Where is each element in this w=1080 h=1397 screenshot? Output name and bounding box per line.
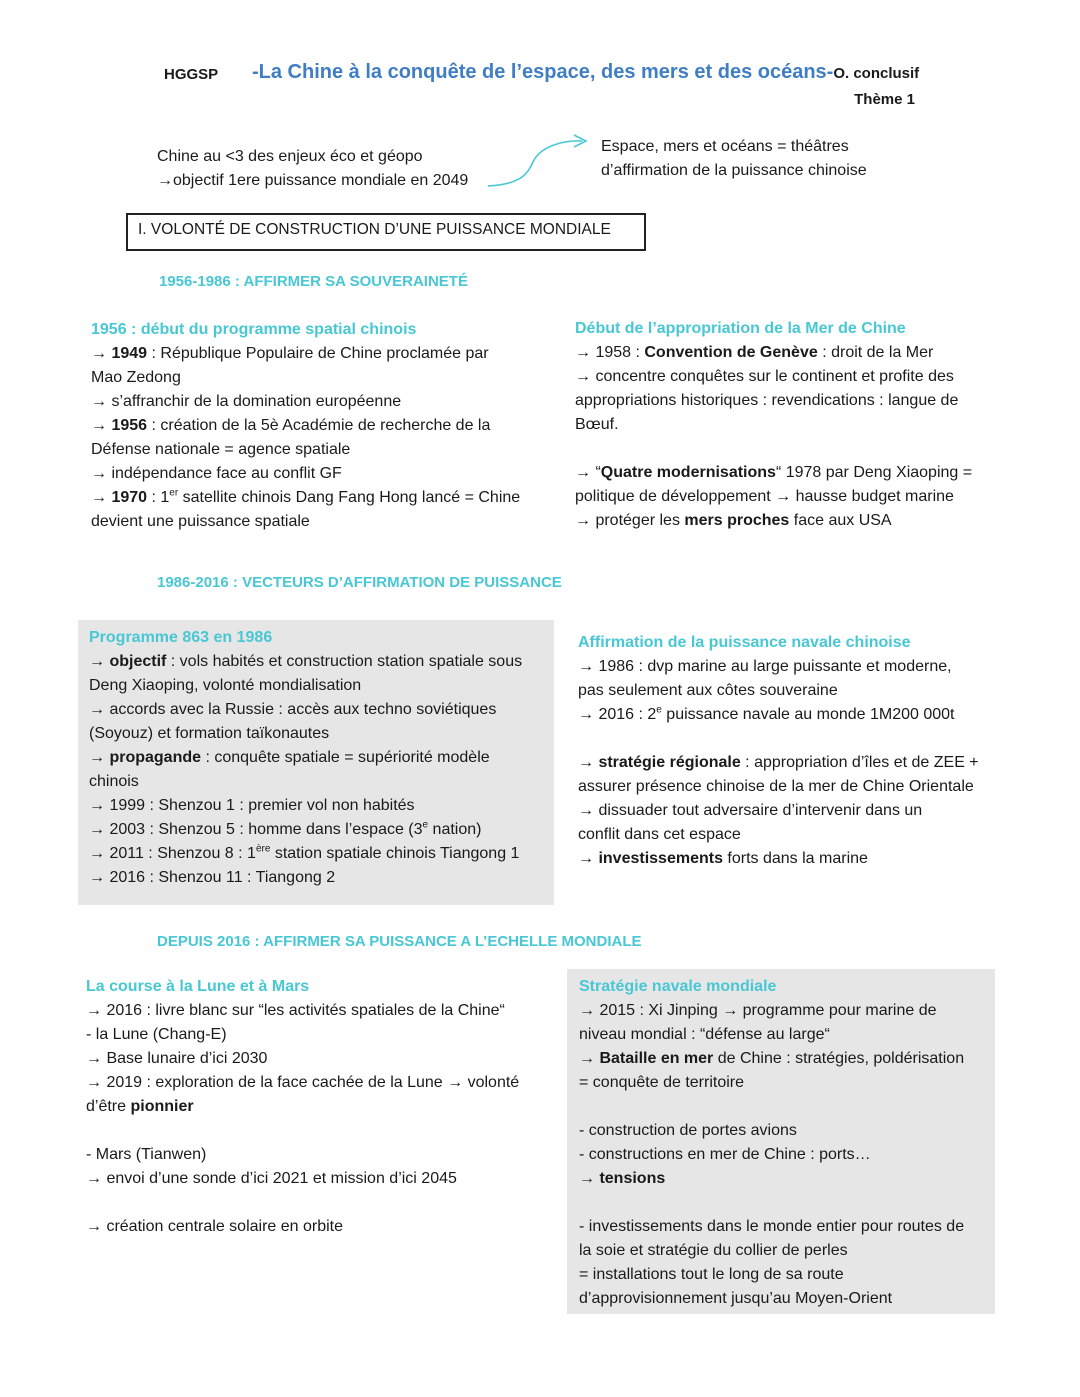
sec3-left-column xyxy=(86,975,556,1239)
list-item: → 2011 : Shenzou 8 : 1ère station spatiale chinois Tiangong 1 xyxy=(89,843,520,862)
list-item: Défense nationale = agence spatiale xyxy=(91,441,351,458)
list-item: → 2016 : Shenzou 11 : Tiangong 2 xyxy=(89,869,336,886)
list-item: → investissements forts dans la marine xyxy=(578,850,868,867)
list-item: d’approvisionnement jusqu’au Moyen-Orient xyxy=(579,1290,893,1307)
list-item: → 2003 : Shenzou 5 : homme dans l’espace (3e nation) xyxy=(89,819,482,838)
list-item: Deng Xiaoping, volonté mondialisation xyxy=(89,677,362,694)
theme-label: Thème 1 xyxy=(854,91,915,108)
list-item: → protéger les mers proches face aux USA xyxy=(575,512,892,529)
sec3-left-heading: La course à la Lune et à Mars xyxy=(86,978,310,995)
sec1-left-heading: 1956 : début du programme spatial chinois xyxy=(91,321,417,338)
list-item: → objectif : vols habités et construction station spatiale sous xyxy=(89,653,523,670)
page-title-main: -La Chine à la conquête de l’espace, des mers et des océans- xyxy=(252,61,834,83)
list-item: pas seulement aux côtes souveraine xyxy=(578,682,838,699)
list-item: → 2016 : 2e puissance navale au monde 1M200 000t xyxy=(578,704,955,723)
list-item: → Bataille en mer de Chine : stratégies, poldérisation xyxy=(579,1050,965,1067)
list-item: → dissuader tout adversaire d’intervenir dans un xyxy=(578,802,923,819)
list-item: → 1949 : République Populaire de Chine proclamée par xyxy=(91,345,489,362)
list-item: la soie et stratégie du collier de perles xyxy=(579,1242,848,1259)
list-item: → stratégie régionale : appropriation d’îles et de ZEE + xyxy=(578,754,979,771)
list-item: Bœuf. xyxy=(575,416,619,433)
intro-left xyxy=(157,145,468,193)
list-item: - investissements dans le monde entier pour routes de xyxy=(579,1218,965,1235)
list-item: → accords avec la Russie : accès aux techno soviétiques xyxy=(89,701,497,718)
sec2-right-column xyxy=(578,631,1008,871)
section-title-1986-2016: 1986-2016 : VECTEURS D’AFFIRMATION DE PUISSANCE xyxy=(157,574,562,591)
list-item: → 1970 : 1er satellite chinois Dang Fang Hong lancé = Chine xyxy=(91,487,521,506)
curved-arrow-icon xyxy=(484,132,596,192)
page-title xyxy=(252,61,919,84)
list-item: → 1999 : Shenzou 1 : premier vol non habités xyxy=(89,797,415,814)
list-item: → 1956 : création de la 5è Académie de recherche de la xyxy=(91,417,491,434)
sec2-left-column xyxy=(89,626,549,890)
list-item: → 2019 : exploration de la face cachée de la Lune → volonté xyxy=(86,1074,520,1091)
list-item: → Base lunaire d’ici 2030 xyxy=(86,1050,268,1067)
list-item: → “Quatre modernisations“ 1978 par Deng Xiaoping = xyxy=(575,464,973,481)
list-item: devient une puissance spatiale xyxy=(91,513,310,530)
part-title-box: I. VOLONTÉ DE CONSTRUCTION D’UNE PUISSANCE MONDIALE xyxy=(126,213,646,251)
list-item: → s’affranchir de la domination européenne xyxy=(91,393,402,410)
list-item: → 1958 : Convention de Genève : droit de la Mer xyxy=(575,344,934,361)
list-item: d’être pionnier xyxy=(86,1098,194,1115)
list-item: - Mars (Tianwen) xyxy=(86,1146,207,1163)
list-item: → concentre conquêtes sur le continent et profite des xyxy=(575,368,954,385)
sec1-left-column xyxy=(91,318,551,534)
list-item: - la Lune (Chang-E) xyxy=(86,1026,227,1043)
list-item: → 2016 : livre blanc sur “les activités spatiales de la Chine“ xyxy=(86,1002,505,1019)
sec2-left-heading: Programme 863 en 1986 xyxy=(89,629,273,646)
sec3-right-column xyxy=(579,975,991,1311)
sec2-right-heading: Affirmation de la puissance navale chinoise xyxy=(578,634,911,651)
list-item: (Soyouz) et formation taïkonautes xyxy=(89,725,330,742)
list-item: = conquête de territoire xyxy=(579,1074,744,1091)
list-item: = installations tout le long de sa route xyxy=(579,1266,844,1283)
list-item: niveau mondial : “défense au large“ xyxy=(579,1026,830,1043)
section-title-1956-1986: 1956-1986 : AFFIRMER SA SOUVERAINETÉ xyxy=(159,273,468,290)
list-item: chinois xyxy=(89,773,139,790)
page-title-tail: O. conclusif xyxy=(833,65,920,82)
list-item: → 2015 : Xi Jinping → programme pour marine de xyxy=(579,1002,937,1019)
intro-left-line2: →objectif 1ere puissance mondiale en 2049 xyxy=(157,172,469,189)
intro-right-line1: Espace, mers et océans = théâtres xyxy=(601,138,849,155)
subject-label: HGGSP xyxy=(164,66,219,83)
list-item: → propagande : conquête spatiale = supériorité modèle xyxy=(89,749,490,766)
list-item: → indépendance face au conflit GF xyxy=(91,465,342,482)
list-item: - construction de portes avions xyxy=(579,1122,797,1139)
list-item: → envoi d’une sonde d’ici 2021 et mission d’ici 2045 xyxy=(86,1170,457,1187)
section-title-depuis-2016: DEPUIS 2016 : AFFIRMER SA PUISSANCE A L’ECHELLE MONDIALE xyxy=(157,933,642,950)
list-item: Mao Zedong xyxy=(91,369,181,386)
sec1-right-column xyxy=(575,317,1005,533)
sec3-right-heading: Stratégie navale mondiale xyxy=(579,978,777,995)
sec1-right-heading: Début de l’appropriation de la Mer de Chine xyxy=(575,320,906,337)
list-item: assurer présence chinoise de la mer de Chine Orientale xyxy=(578,778,974,795)
list-item: politique de développement → hausse budget marine xyxy=(575,488,954,505)
list-item: - constructions en mer de Chine : ports… xyxy=(579,1146,871,1163)
intro-left-line1: Chine au <3 des enjeux éco et géopo xyxy=(157,148,423,165)
list-item: → 1986 : dvp marine au large puissante et moderne, xyxy=(578,658,952,675)
list-item: conflit dans cet espace xyxy=(578,826,741,843)
list-item: → tensions xyxy=(579,1170,666,1187)
list-item: → création centrale solaire en orbite xyxy=(86,1218,344,1235)
intro-right-line2: d’affirmation de la puissance chinoise xyxy=(601,162,867,179)
list-item: appropriations historiques : revendications : langue de xyxy=(575,392,959,409)
intro-right xyxy=(601,135,867,183)
